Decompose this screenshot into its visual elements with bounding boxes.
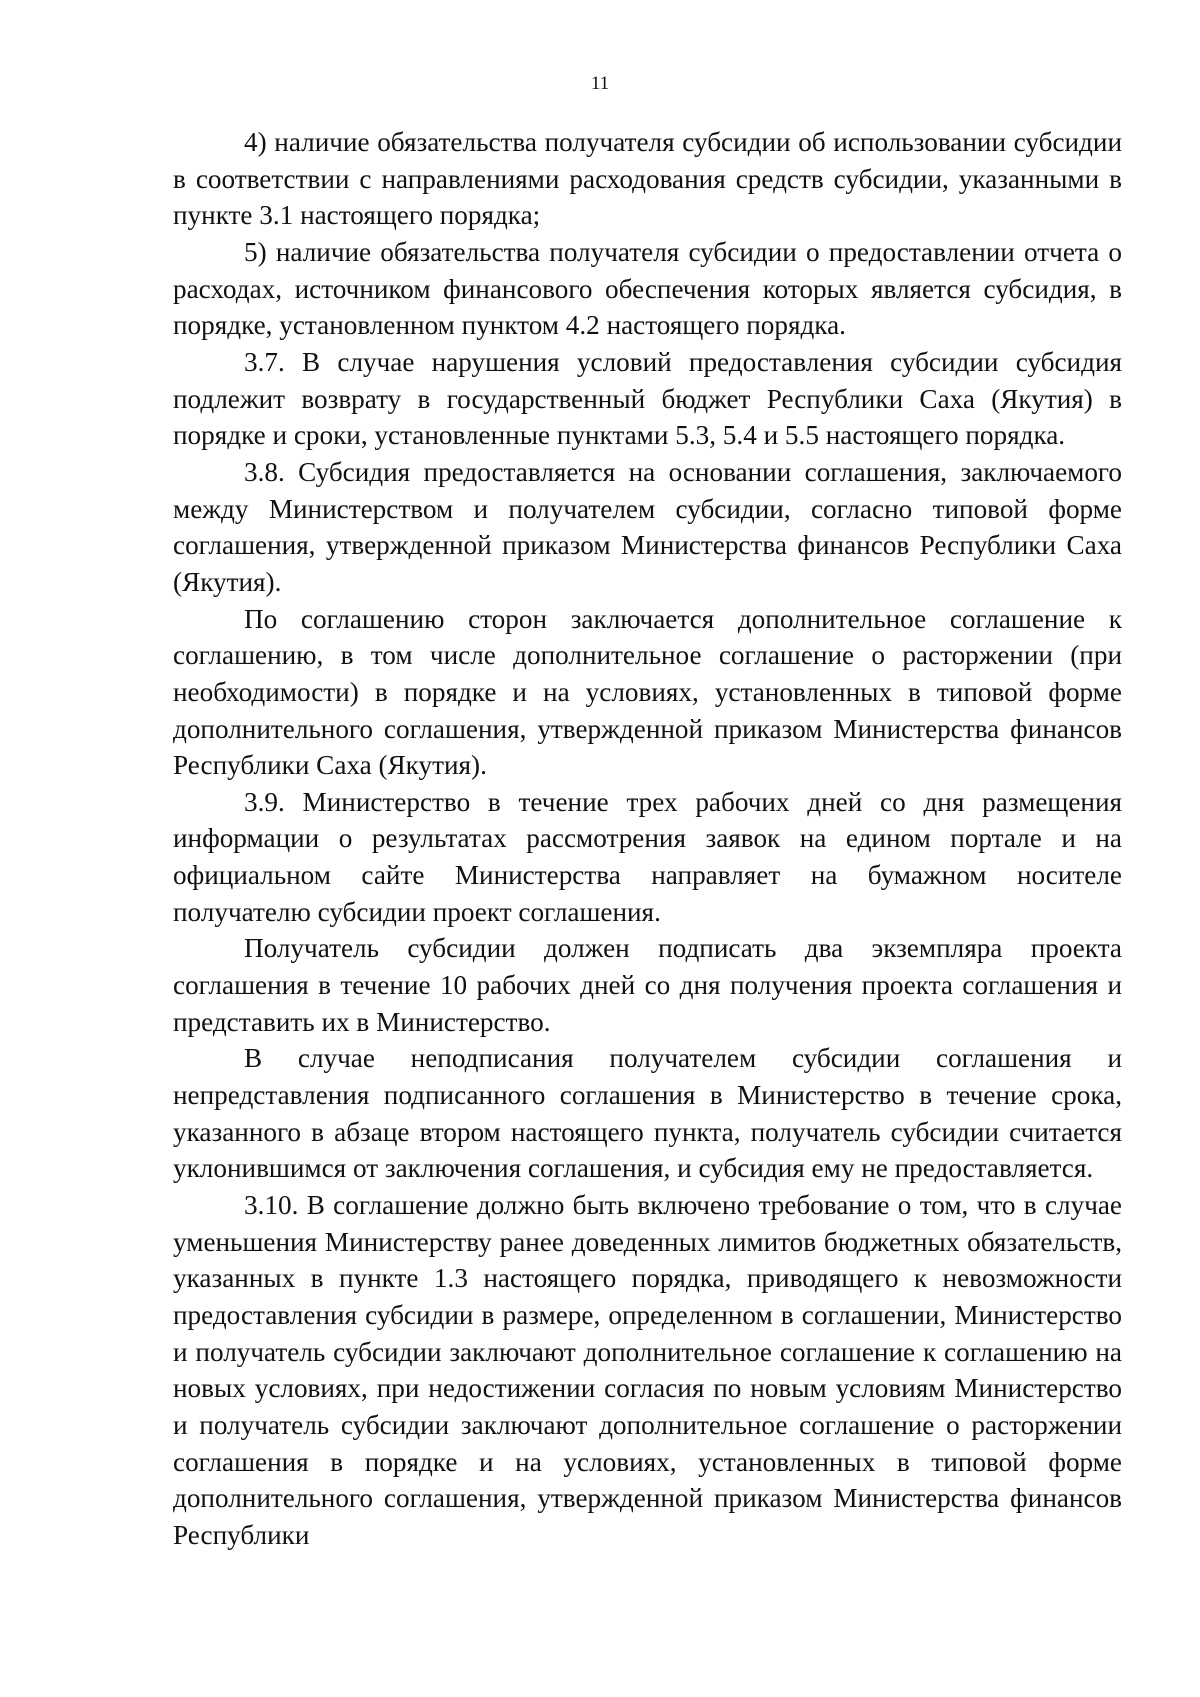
paragraph-3-10: 3.10. В соглашение должно быть включено требование о том, что в случае уменьшения Министерству ранее доведенных лимитов бюджетных обязательств, указанных в пункте 1.3 настоящего порядка, приводящего к невозможности предоставления субсидии в размере, определенном в соглашении, Министерство и получатель субсидии заключают дополнительное соглашение к соглашению на новых условиях, при недостижении согласия по новым условиям Министерство и получатель субсидии заключают дополнительное соглашение о расторжении соглашения в порядке и на условиях, установленных в типовой форме дополнительного соглашения, утвержденной приказом Министерства финансов Республики — [173, 1190, 1122, 1550]
paragraph-3-9-signing: Получатель субсидии должен подписать два экземпляра проекта соглашения в течение 10 рабочих дней со дня получения проекта соглашения и представить их в Министерство. — [173, 933, 1122, 1037]
paragraph-3-8: 3.8. Субсидия предоставляется на основании соглашения, заключаемого между Министерством и получателем субсидии, согласно типовой форме соглашения, утвержденной приказом Министерства финансов Республики Саха (Якутия). — [173, 456, 1122, 597]
paragraph-item-4: 4) наличие обязательства получателя субсидии об использовании субсидии в соответствии с направлениями расходования средств субсидии, указанными в пункте 3.1 настоящего порядка; — [173, 127, 1122, 231]
page-number: 11 — [590, 73, 610, 94]
paragraph-3-9: 3.9. Министерство в течение трех рабочих дней со дня размещения информации о результатах рассмотрения заявок на едином портале и на официальном сайте Министерства направляет на бумажном носителе получателю субсидии проект соглашения. — [173, 786, 1122, 927]
document-body — [173, 124, 1122, 1554]
paragraph-3-7: 3.7. В случае нарушения условий предоставления субсидии субсидия подлежит возврату в государственный бюджет Республики Саха (Якутия) в порядке и сроки, установленные пунктами 5.3, 5.4 и 5.5 настоящего порядка. — [173, 346, 1122, 451]
paragraph-item-5: 5) наличие обязательства получателя субсидии о предоставлении отчета о расходах, источником финансового обеспечения которых является субсидия, в порядке, установленном пунктом 4.2 настоящего порядка. — [173, 236, 1122, 341]
paragraph-3-9-evasion: В случае неподписания получателем субсидии соглашения и непредставления подписанного соглашения в Министерство в течение срока, указанного в абзаце втором настоящего пункта, получатель субсидии считается уклонившимся от заключения соглашения, и субсидия ему не предоставляется. — [173, 1043, 1122, 1184]
paragraph-3-8-additional-agreement: По соглашению сторон заключается дополнительное соглашение к соглашению, в том числе дополнительное соглашение о расторжении (при необходимости) в порядке и на условиях, установленных в типовой форме дополнительного соглашения, утвержденной приказом Министерства финансов Республики Саха (Якутия). — [173, 603, 1122, 781]
